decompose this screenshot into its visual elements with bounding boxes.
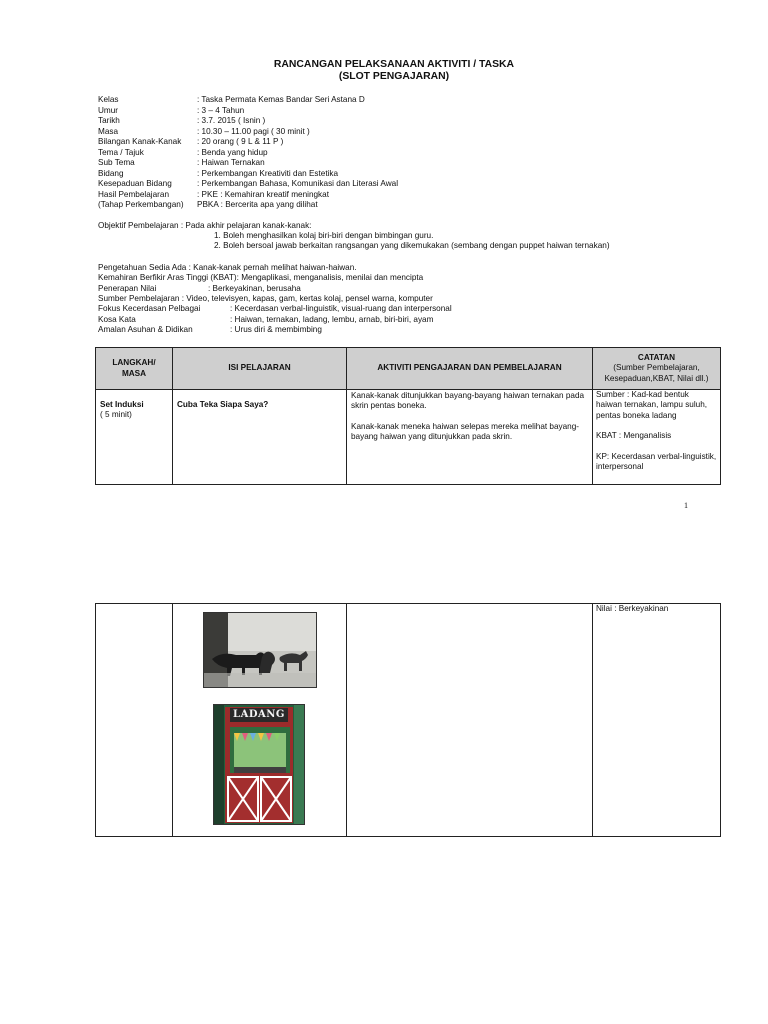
objective-label: Objektif Pembelajaran : Pada akhir pelajaran kanak-kanak:	[98, 221, 312, 230]
info-value: : Haiwan Ternakan	[197, 158, 265, 167]
table-row	[96, 390, 721, 485]
info-value: : Benda yang hidup	[197, 147, 268, 157]
misc-value: : Mengaplikasi, menganalisis, menilai dan mencipta	[236, 273, 424, 283]
info-value: : Perkembangan Kreativiti dan Estetika	[197, 168, 339, 178]
shadow-puppet-photo	[203, 612, 317, 688]
info-row	[98, 148, 268, 158]
misc-row	[98, 304, 452, 314]
info-row	[98, 137, 283, 147]
ladang-puppet-stage-photo	[213, 704, 305, 825]
header-activity: AKTIVITI PENGAJARAN DAN PEMBELAJARAN	[347, 348, 593, 390]
notes-text: Sumber : Kad-kad bentuk haiwan ternakan, lampu suluh, pentas boneka ladang	[596, 390, 708, 420]
info-row	[98, 158, 265, 168]
table-header-row	[96, 348, 721, 390]
content-title: Cuba Teka Siapa Saya?	[177, 400, 269, 409]
activity-cell	[347, 390, 593, 485]
info-label: Masa	[98, 126, 119, 136]
info-label: Kelas	[98, 95, 119, 104]
misc-label: Kosa Kata	[98, 314, 136, 324]
info-label: Kesepaduan Bidang	[98, 179, 172, 188]
notes-text: KBAT : Menganalisis	[596, 431, 672, 441]
header-step: LANGKAH/ MASA	[96, 348, 173, 390]
info-value: : Perkembangan Bahasa, Komunikasi dan Literasi Awal	[197, 179, 399, 188]
objective-item: 2. Boleh bersoal jawab berkaitan rangsangan yang dikemukakan (sembang dengan puppet haiwan ternakan)	[214, 241, 610, 250]
ladang-sign: LADANG	[230, 708, 288, 722]
misc-label: Kemahiran Berfikir Aras Tinggi (KBAT)	[98, 273, 237, 283]
info-row	[98, 116, 265, 126]
document-title: RANCANGAN PELAKSANAAN AKTIVITI / TASKA	[273, 59, 515, 70]
info-row	[98, 200, 318, 210]
header-content: ISI PELAJARAN	[173, 348, 347, 390]
info-value: : 20 orang ( 9 L & 11 P )	[197, 137, 284, 146]
misc-row	[98, 273, 423, 283]
info-value: : 3 – 4 Tahun	[197, 105, 245, 115]
misc-row	[98, 325, 322, 335]
misc-row	[98, 315, 433, 325]
misc-value: : Kecerdasan verbal-linguistik, visual-ruang dan interpersonal	[230, 304, 452, 314]
info-label: Umur	[98, 105, 119, 115]
misc-row	[98, 294, 433, 304]
info-label: Bilangan Kanak-Kanak	[98, 137, 182, 146]
activity-text: Kanak-kanak meneka haiwan selepas mereka melihat bayang-bayang haiwan yang ditunjukkan pada skrin.	[351, 421, 580, 442]
content-cell	[173, 390, 347, 485]
step-time: ( 5 minit)	[100, 410, 132, 420]
table-row	[96, 604, 721, 837]
misc-label: Fokus Kecerdasan Pelbagai	[98, 304, 201, 314]
info-row	[98, 169, 338, 179]
misc-label: Penerapan Nilai	[98, 283, 157, 293]
info-label: (Tahap Perkembangan)	[98, 200, 184, 209]
info-row	[98, 127, 310, 137]
info-value: PBKA : Bercerita apa yang dilihat	[197, 200, 318, 209]
info-row	[98, 95, 365, 105]
misc-value: : Kanak-kanak pernah melihat haiwan-haiwan.	[186, 263, 357, 272]
misc-value: : Haiwan, ternakan, ladang, lembu, arnab, biri-biri, ayam	[230, 314, 434, 324]
misc-row	[98, 263, 357, 273]
misc-value: : Video, televisyen, kapas, gam, kertas kolaj, pensel warna, komputer	[179, 293, 433, 303]
activity-text: Kanak-kanak ditunjukkan bayang-bayang haiwan ternakan pada skrin pentas boneka.	[351, 391, 585, 411]
document-subtitle: (SLOT PENGAJARAN)	[338, 71, 450, 82]
info-label: Hasil Pembelajaran	[98, 189, 169, 199]
info-row	[98, 190, 329, 200]
misc-label: Pengetahuan Sedia Ada	[98, 263, 187, 272]
misc-label: Sumber Pembelajaran	[98, 293, 180, 303]
page-number: 1	[684, 501, 688, 510]
info-label: Tema / Tajuk	[98, 147, 144, 157]
objective-item: 1. Boleh menghasilkan kolaj biri-biri dengan bimbingan guru.	[214, 231, 434, 240]
notes-text: KP: Kecerdasan verbal-linguistik, interpersonal	[596, 451, 717, 472]
misc-label: Amalan Asuhan & Didikan	[98, 324, 193, 334]
activity-cell	[347, 604, 593, 837]
info-value: : Taska Permata Kemas Bandar Seri Astana D	[197, 95, 365, 104]
misc-row	[98, 284, 301, 294]
notes-cell	[593, 390, 721, 485]
header-notes: CATATAN (Sumber Pembelajaran, Kesepaduan,KBAT, Nilai dll.)	[593, 348, 721, 390]
step-label: Set Induksi	[100, 400, 144, 409]
info-label: Bidang	[98, 168, 124, 178]
info-row	[98, 106, 244, 116]
lesson-plan-table-continued	[95, 603, 721, 837]
lesson-plan-table	[95, 347, 721, 485]
info-value: : 3.7. 2015 ( Isnin )	[197, 116, 266, 125]
info-label: Sub Tema	[98, 158, 135, 167]
step-cell	[96, 390, 173, 485]
info-label: Tarikh	[98, 116, 120, 125]
notes-text: Nilai : Berkeyakinan	[596, 604, 669, 613]
info-value: : 10.30 – 11.00 pagi ( 30 minit )	[197, 126, 310, 136]
misc-value: : Urus diri & membimbing	[230, 324, 322, 334]
info-row	[98, 179, 398, 189]
misc-value: : Berkeyakinan, berusaha	[208, 283, 301, 293]
step-cell	[96, 604, 173, 837]
notes-cell	[593, 604, 721, 837]
info-value: : PKE : Kemahiran kreatif meningkat	[197, 189, 329, 199]
